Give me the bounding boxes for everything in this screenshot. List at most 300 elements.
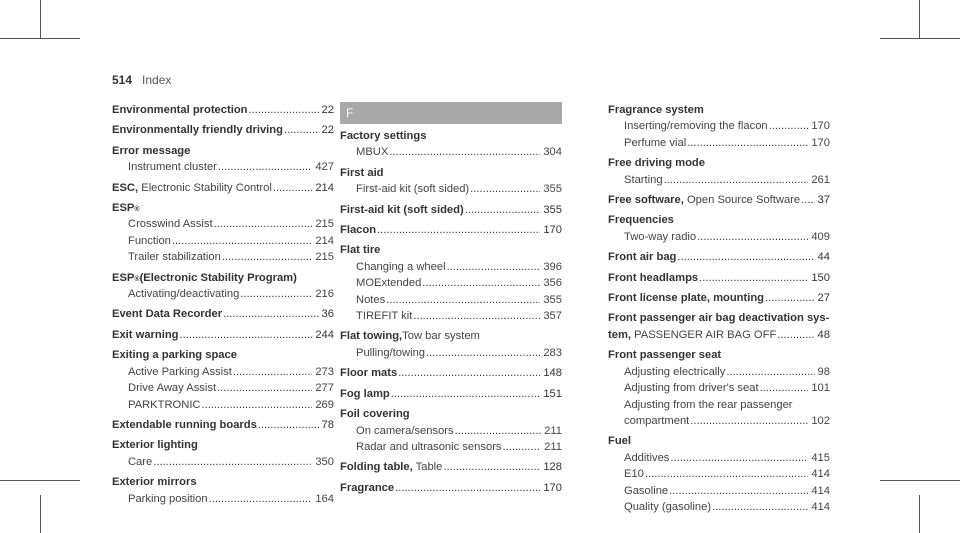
index-entry [608,270,830,286]
sub-entry-text: Inserting/removing the flacon [624,120,768,133]
entry-heading: Error message [112,144,191,157]
dot-leader [801,192,814,208]
index-entry [112,180,334,196]
entry-text [356,181,469,197]
index-entry [112,102,334,118]
dot-leader [223,306,318,322]
sub-entry-line [608,172,830,188]
index-entry [608,192,830,208]
dot-leader [284,122,319,138]
index-entry [608,347,830,429]
entry-text [128,454,152,470]
page-ref: 415 [811,451,830,464]
index-entry [112,437,334,470]
page-ref: 164 [315,492,334,505]
dot-leader [209,491,313,507]
page-ref: 261 [811,173,830,186]
entry-heading: Fragrance [340,481,395,494]
entry-text [624,364,725,380]
entry-text [356,345,425,361]
sub-entry-line [112,454,334,470]
sub-entry-line [608,483,830,499]
entry-text [112,122,283,138]
entry-line [608,155,830,171]
crop-mark [40,495,41,533]
entry-heading: ESP [112,202,135,215]
sub-entry-text: E10 [624,468,644,481]
entry-heading: Flat towing, [340,330,403,343]
entry-text [624,499,711,515]
sub-entry-text: Adjusting electrically [624,365,726,378]
page-ref: 101 [811,382,830,395]
index-entry [112,417,334,433]
sub-entry-line [112,216,334,232]
entry-heading: Exit warning [112,328,179,341]
entry-heading: Front license plate, mounting [608,292,765,305]
page-ref: 102 [811,414,830,427]
index-column-3 [608,102,830,519]
page-ref: 78 [321,418,334,431]
index-entry [608,433,830,515]
entry-text [128,249,221,265]
index-entry [340,242,562,324]
sub-entry-line [340,423,562,439]
dot-leader [249,102,319,118]
page-ref: 283 [543,346,562,359]
entry-text [112,306,222,322]
entry-text [356,144,388,160]
dot-leader [664,172,809,188]
dot-leader [240,286,312,302]
sub-entry-text: Function [128,234,171,247]
page-header [112,73,171,87]
index-entry [340,406,562,455]
entry-line [112,327,334,343]
entry-heading: Fuel [608,435,631,448]
entry-text [340,386,390,402]
entry-text [128,286,239,302]
crop-mark [0,38,80,39]
sub-entry-line [608,466,830,482]
entry-line: ESP ® [112,200,334,216]
sub-entry-line [112,249,334,265]
page-number: 514 [112,73,133,87]
dot-leader [669,483,808,499]
page-ref: 36 [321,308,334,321]
entry-line [608,433,830,449]
entry-text [112,417,257,433]
entry-line [340,386,562,402]
sub-entry-text: MBUX [356,146,389,159]
entry-line [608,192,830,208]
page-ref: 22 [321,104,334,116]
dot-leader [395,480,540,496]
sub-entry-text: Pulling/towing [356,346,426,359]
entry-heading: Exterior lighting [112,439,198,452]
page-ref: 214 [315,234,334,247]
entry-line [340,365,562,381]
entry-text [356,308,412,324]
entry-heading: Environmental protection [112,104,248,116]
sub-entry-line [340,275,562,291]
entry-text [624,229,696,245]
dot-leader [222,249,312,265]
dot-leader [413,308,540,324]
sub-entry-line [340,259,562,275]
entry-text [624,172,663,188]
dot-leader [697,229,808,245]
entry-text [128,216,213,232]
sub-entry-line [608,364,830,380]
entry-line [112,474,334,490]
entry-heading: Free software, [608,194,684,207]
entry-line [340,128,562,144]
sub-entry-text: Care [128,455,153,468]
entry-line [608,310,830,326]
dot-leader [172,233,312,249]
crop-mark [880,38,960,39]
crop-mark [40,0,41,38]
page-ref: 396 [543,260,562,273]
entry-line [112,306,334,322]
entry-text [340,480,394,496]
page-ref: 215 [315,218,334,231]
entry-text [624,135,686,151]
page-ref: 357 [543,310,562,323]
entry-text [356,259,446,275]
entry-line [608,212,830,228]
index-column-2 [340,102,562,500]
entry-line [112,102,334,118]
entry-text [624,483,668,499]
page-ref: 409 [811,230,830,243]
index-entry [112,474,334,507]
entry-line [340,480,562,496]
page-ref: 44 [817,251,830,264]
dot-leader [687,135,808,151]
dot-leader [712,499,808,515]
index-column-1 [112,102,334,511]
entry-inline-text: Tow bar system [402,330,480,343]
index-entry [608,102,830,151]
entry-heading: Folding table, [340,461,413,474]
entry-text [340,222,376,238]
sub-entry-text-cont: compartment [624,414,690,427]
sub-entry-text: Parking position [128,492,208,505]
dot-leader [699,270,808,286]
sub-entry-line [608,450,830,466]
entry-heading: Front air bag [608,251,677,264]
entry-text [112,327,179,343]
page-ref: 170 [811,136,830,149]
dot-leader [765,290,815,306]
sub-entry-text: Radar and ultrasonic sensors [356,440,502,453]
entry-line [608,249,830,265]
entry-line [112,417,334,433]
index-entry [112,270,334,303]
entry-text [128,491,208,507]
sub-entry-text: Starting [624,173,663,186]
index-entry [112,306,334,322]
sub-entry-line [608,118,830,134]
sub-entry-line [112,364,334,380]
dot-leader [670,450,808,466]
entry-heading: ESP [112,271,135,284]
index-entry [112,327,334,343]
section-letter: F [340,102,562,124]
entry-inline-text: Table [412,461,443,474]
dot-leader [391,386,541,402]
dot-leader [377,222,540,238]
page-ref: 151 [543,387,562,400]
dot-leader [777,327,814,343]
entry-line [340,202,562,218]
entry-line [340,242,562,258]
page-ref: 350 [315,455,334,468]
sub-entry-line [112,491,334,507]
dot-leader [233,364,312,380]
entry-text [356,292,385,308]
entry-text [112,180,272,196]
dot-leader [180,327,313,343]
page-ref: 170 [543,481,562,494]
dot-leader [422,275,540,291]
sub-entry-line [340,292,562,308]
entry-text [112,102,248,118]
sub-entry-line [608,499,830,515]
page-ref: 98 [817,365,830,378]
section-title: Index [142,73,172,87]
sub-entry-line [608,229,830,245]
index-entry [340,328,562,361]
entry-line [608,290,830,306]
entry-text [128,364,232,380]
entry-line [340,459,562,475]
sub-entry-line [340,439,562,455]
page-ref: 215 [315,251,334,264]
dot-leader [760,380,809,396]
crop-mark [919,0,920,38]
entry-text [608,192,800,208]
entry-heading-cont: tem, [608,328,632,341]
sub-entry-text: Crosswind Assist [128,218,213,231]
sub-entry-text: Drive Away Assist [128,382,217,395]
entry-text [608,270,698,286]
page-ref: 356 [543,277,562,290]
dot-leader [645,466,808,482]
sub-entry-line [112,380,334,396]
dot-leader [726,364,814,380]
dot-leader [389,144,540,160]
index-entry [340,386,562,402]
page-ref: 269 [315,398,334,411]
index-entry [112,347,334,413]
sub-entry-line [608,380,830,396]
sub-entry-text: PARKTRONIC [128,398,201,411]
entry-line [608,102,830,118]
entry-heading: Flat tire [340,244,381,257]
entry-heading: First-aid kit (soft sided) [340,203,464,216]
entry-text [340,459,442,475]
entry-line [608,327,830,343]
entry-heading: Exiting a parking space [112,349,237,362]
entry-heading-suffix: (Electronic Stability Program) [139,271,297,284]
sub-entry-text: Trailer stabilization [128,251,221,264]
page-ref: 244 [315,328,334,341]
dot-leader [214,216,313,232]
entry-text [128,397,201,413]
entry-heading: Front passenger seat [608,349,722,362]
sub-entry-line [340,345,562,361]
sub-entry-text: Instrument cluster [128,161,217,174]
sub-entry-text: Perfume vial [624,136,687,149]
index-entry [112,143,334,176]
entry-line [340,165,562,181]
entry-text [128,380,216,396]
index-entry [340,480,562,496]
entry-text [624,380,759,396]
entry-line: ESP ® (Electronic Stability Program) [112,270,334,286]
page-ref: 211 [544,424,562,437]
entry-heading: Extendable running boards [112,418,257,431]
entry-text [128,159,217,175]
page-ref: 355 [543,203,562,216]
index-entry [608,310,830,343]
page-ref: 22 [321,124,334,137]
sub-entry-text: Notes [356,293,386,306]
entry-heading: Front passenger air bag deactivation sys- [608,312,830,325]
page-ref: 273 [315,365,334,378]
page-ref: 170 [811,120,830,133]
entry-heading: Event Data Recorder [112,308,223,321]
page-ref: 304 [543,146,562,159]
dot-leader [455,423,542,439]
entry-text [608,327,776,343]
sub-entry-line [608,397,830,413]
page-ref: 37 [817,194,830,207]
entry-text [356,439,502,455]
index-entry [340,128,562,161]
entry-text [624,450,669,466]
page-ref: 355 [543,293,562,306]
entry-heading: Frequencies [608,214,674,227]
entry-heading: Floor mats [340,367,398,380]
entry-text [624,413,689,429]
entry-text [356,275,421,291]
sub-entry-line [112,159,334,175]
page-ref: 48 [817,328,830,341]
dot-leader [769,118,809,134]
entry-text [624,466,644,482]
page-ref: 277 [315,382,334,395]
index-entry [608,212,830,245]
sub-entry-text: Quality (gasoline) [624,500,712,513]
dot-leader [202,397,313,413]
dot-leader [426,345,540,361]
dot-leader [447,259,541,275]
entry-text [624,118,768,134]
entry-line [608,270,830,286]
entry-inline-text: Open Source Software [683,194,801,207]
dot-leader [217,380,312,396]
dot-leader [218,159,312,175]
sub-entry-line [608,135,830,151]
page-ref: 128 [543,461,562,474]
page-ref: 414 [811,468,830,481]
sub-entry-text: Adjusting from the rear passenger [624,398,793,411]
entry-line [112,122,334,138]
sub-entry-text: Activating/deactivating [128,288,240,301]
page-ref: 214 [315,181,334,194]
page-ref: 355 [543,183,562,196]
sub-entry-text: Active Parking Assist [128,365,232,378]
index-entry [340,222,562,238]
page-ref: 414 [811,500,830,513]
sub-entry-text: Two-way radio [624,230,697,243]
sub-entry-text: MOExtended [356,277,422,290]
entry-heading: Foil covering [340,408,410,421]
page-ref: 414 [811,484,830,497]
sub-entry-text: Adjusting from driver's seat [624,382,759,395]
entry-inline-text: PASSENGER AIR BAG OFF [631,328,777,341]
sub-entry-line [608,413,830,429]
entry-heading: Fragrance system [608,104,704,116]
entry-line [112,143,334,159]
page-ref: 170 [543,224,562,237]
index-entry [112,200,334,266]
entry-text [128,233,171,249]
dot-leader [443,459,540,475]
dot-leader [503,439,542,455]
entry-line [112,437,334,453]
page-ref: 216 [315,288,334,301]
page-ref: 27 [817,292,830,305]
entry-heading: Free driving mode [608,157,705,170]
entry-line [112,180,334,196]
sub-entry-text: Changing a wheel [356,260,446,273]
entry-line [340,222,562,238]
entry-heading: Fog lamp [340,387,390,400]
dot-leader [273,180,313,196]
sub-entry-text: First-aid kit (soft sided) [356,183,470,196]
entry-text [608,290,764,306]
entry-heading: ESC, [112,181,139,194]
sub-entry-line [340,181,562,197]
entry-line [340,406,562,422]
dot-leader [398,365,540,381]
sub-entry-text: On camera/sensors [356,424,454,437]
page-ref: 211 [544,440,562,453]
index-entry [608,249,830,265]
entry-inline-text: Electronic Stability Control [138,181,272,194]
sub-entry-line [112,233,334,249]
entry-line [112,347,334,363]
index-entry [112,122,334,138]
page-ref: 150 [811,271,830,284]
page-ref: 148 [543,367,562,380]
index-entry [340,365,562,381]
entry-heading: Front headlamps [608,271,699,284]
index-entry [608,290,830,306]
dot-leader [470,181,540,197]
entry-heading: First aid [340,166,384,179]
entry-line [340,328,562,344]
page-ref: 427 [315,161,334,174]
sub-entry-text: TIREFIT kit [356,310,413,323]
sub-entry-line [340,308,562,324]
entry-heading: Exterior mirrors [112,476,197,489]
entry-heading: Factory settings [340,130,427,142]
